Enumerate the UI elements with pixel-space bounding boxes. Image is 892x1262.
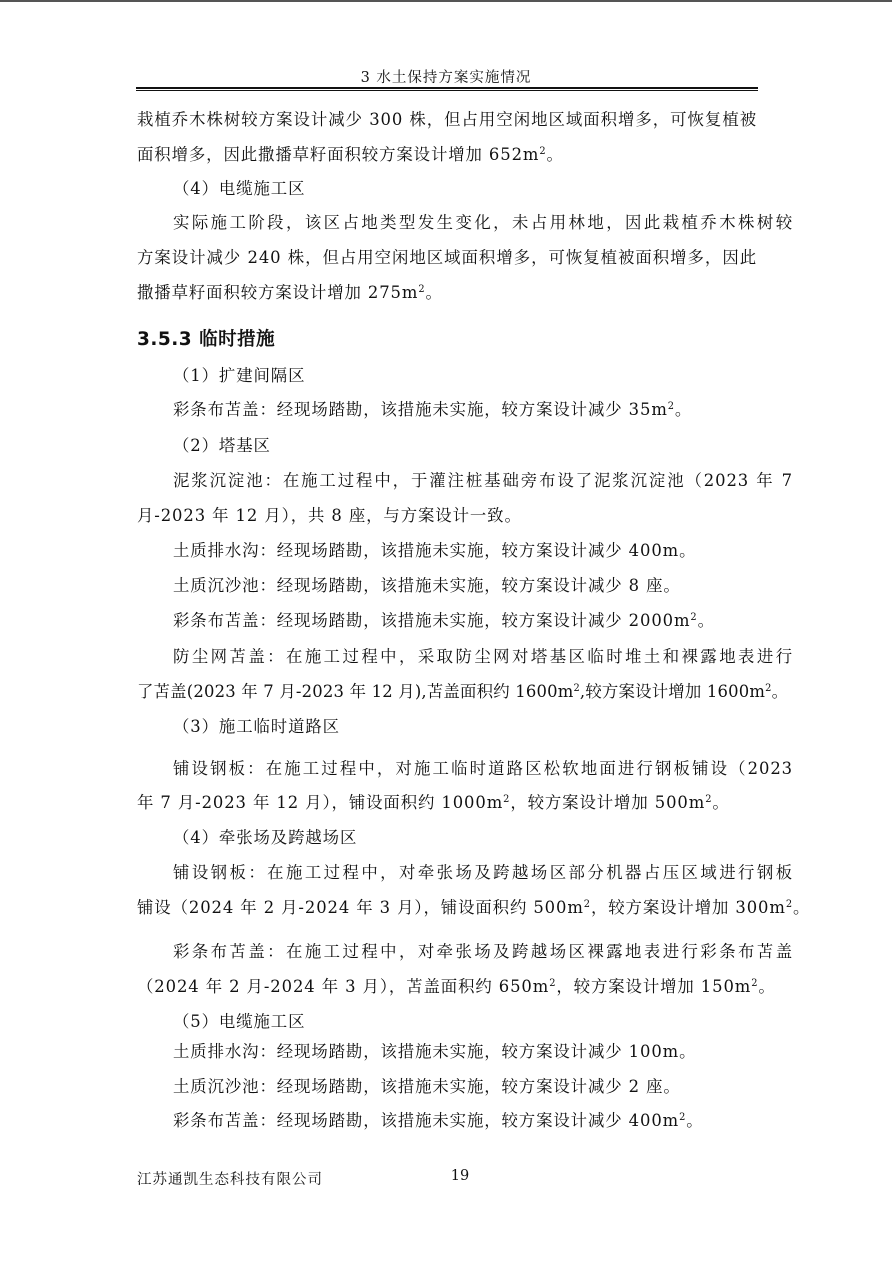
paragraph-line: 了苫盖(2023 年 7 月-2023 年 12 月),苫盖面积约 $1600m^2$,较方案设计增加 $1600m^2$。 — [137, 682, 789, 701]
footer-company: 江苏通凯生态科技有限公司 — [137, 1172, 323, 1188]
paragraph-line: （2024 年 2 月-2024 年 3 月），苫盖面积约 $650m^2$，较方案设计增加 $150m^2$。 — [137, 977, 776, 996]
paragraph-line: 土质沉沙池：经现场踏勘，该措施未实施，较方案设计减少 8 座。 — [173, 576, 681, 595]
paragraph-line: 方案设计减少 240 株，但占用空闲地区域面积增多，可恢复植被面积增多，因此 — [137, 248, 757, 267]
paragraph-line: 土质排水沟：经现场踏勘，该措施未实施，较方案设计减少 100m。 — [173, 1042, 697, 1061]
paragraph-line: 泥浆沉淀池：在施工过程中，于灌注桩基础旁布设了泥浆沉淀池（2023 年 7 — [173, 471, 793, 490]
top-border-line — [0, 0, 892, 2]
paragraph-line: 面积增多，因此撒播草籽面积较方案设计增加 $652m^2$。 — [137, 145, 564, 164]
subheading: （2）塔基区 — [173, 436, 271, 455]
paragraph-line: 铺设钢板：在施工过程中，对施工临时道路区松软地面进行钢板铺设（2023 — [173, 759, 793, 778]
paragraph-line: 铺设钢板：在施工过程中，对牵张场及跨越场区部分机器占压区域进行钢板 — [173, 863, 793, 882]
paragraph-line: 栽植乔木株树较方案设计减少 300 株，但占用空闲地区域面积增多，可恢复植被 — [137, 110, 757, 129]
paragraph-line: 彩条布苫盖：在施工过程中，对牵张场及跨越场区裸露地表进行彩条布苫盖 — [173, 942, 793, 961]
running-header: 3 水土保持方案实施情况 — [360, 70, 532, 86]
paragraph-line: 土质沉沙池：经现场踏勘，该措施未实施，较方案设计减少 2 座。 — [173, 1077, 681, 1096]
page-number: 19 — [450, 1168, 470, 1184]
paragraph-line: 防尘网苫盖：在施工过程中，采取防尘网对塔基区临时堆土和裸露地表进行 — [173, 647, 793, 666]
paragraph-line: 年 7 月-2023 年 12 月），铺设面积约 $1000m^2$，较方案设计增加 $500m^2$。 — [137, 793, 730, 812]
paragraph-line: 土质排水沟：经现场踏勘，该措施未实施，较方案设计减少 400m。 — [173, 541, 697, 560]
section-heading: 3.5.3 临时措施 — [137, 329, 276, 350]
subheading: （3）施工临时道路区 — [173, 717, 340, 736]
paragraph-line: 月-2023 年 12 月），共 8 座，与方案设计一致。 — [137, 506, 522, 525]
paragraph-line: 彩条布苫盖：经现场踏勘，该措施未实施，较方案设计减少 $35m^2$。 — [173, 400, 693, 419]
paragraph-line: 彩条布苫盖：经现场踏勘，该措施未实施，较方案设计减少 $400m^2$。 — [173, 1111, 704, 1130]
subheading: （4）牵张场及跨越场区 — [173, 828, 358, 847]
subheading: （5）电缆施工区 — [173, 1012, 306, 1031]
subheading: （1）扩建间隔区 — [173, 366, 306, 385]
subheading-cable-area: （4）电缆施工区 — [173, 179, 306, 198]
header-double-rule — [136, 87, 758, 91]
paragraph-line: 撒播草籽面积较方案设计增加 $275m^2$。 — [137, 283, 443, 302]
paragraph-line: 彩条布苫盖：经现场踏勘，该措施未实施，较方案设计减少 $2000m^2$。 — [173, 611, 715, 630]
paragraph-line: 实际施工阶段，该区占地类型发生变化，未占用林地，因此栽植乔木株树较 — [173, 213, 793, 232]
paragraph-line: 铺设（2024 年 2 月-2024 年 3 月），铺设面积约 $500m^2$，较方案设计增加 $300m^2$。 — [137, 898, 811, 917]
